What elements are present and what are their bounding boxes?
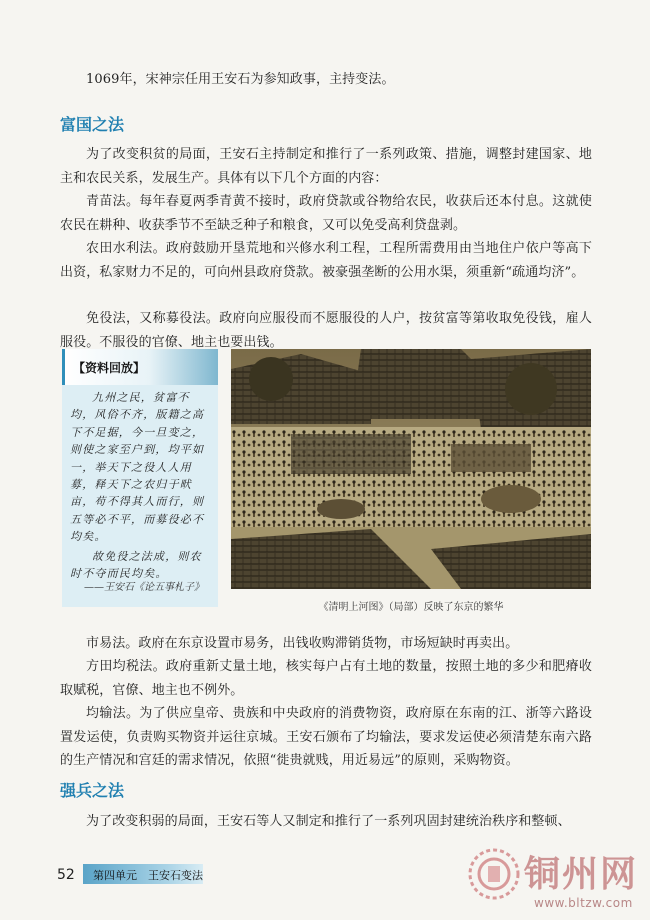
paragraph-overview: 为了改变积贫的局面，王安石主持制定和推行了一系列政策、措施，调整封建国家、地主和农民关系，发展生产。具体有以下几个方面的内容： (60, 147, 592, 186)
intro-paragraph: 1069年，宋神宗任用王安石为参知政事，主持变法。 (86, 72, 395, 87)
source-material-citation: ——王安石《论五事札子》 (84, 582, 204, 593)
qingming-painting-image (231, 349, 591, 589)
section-heading-qiangbing: 强兵之法 (60, 781, 125, 800)
watermark-url: www.bltzw.com (534, 896, 633, 910)
source-material-quote-conclusion: 故免役之法成，则农时不夺而民均矣。 (70, 550, 202, 581)
paragraph-qingmiao: 青苗法。每年春夏两季青黄不接时，政府贷款或谷物给农民，收获后还本付息。这就使农民在耕种、收获季节不至缺乏种子和粮食，又可以免受高利贷盘剥。 (60, 194, 592, 233)
watermark-seal-icon (466, 846, 522, 902)
unit-label: 第四单元 王安石变法 (93, 869, 203, 882)
source-material-header (62, 349, 218, 385)
paragraph-junshu: 均输法。为了供应皇帝、贵族和中央政府的消费物资，政府原在东南的江、浙等六路设置发运使，负责购买物资并运往京城。王安石颁布了均输法，要求发运使必须清楚东南六路的生产情况和宫廷的需求情况，依照“徙贵就贱，用近易远”的原则，采购物资。 (60, 706, 592, 768)
paragraph-nongtian: 农田水利法。政府鼓励开垦荒地和兴修水利工程，工程所需费用由当地住户依户等高下出资，私家财力不足的，可向州县政府贷款。被豪强垄断的公用水渠，须重新“疏通均济”。 (60, 241, 592, 280)
painting-illustration (231, 349, 591, 589)
paragraph-fangtian: 方田均税法。政府重新丈量土地，核实每户占有土地的数量，按照土地的多少和肥瘠收取赋税，官僚、地主也不例外。 (60, 659, 592, 698)
painting-caption: 《清明上河图》（局部）反映了东京的繁华 (318, 602, 504, 613)
unit-label-bar (83, 864, 203, 884)
paragraph-qiangbing: 为了改变积弱的局面，王安石等人又制定和推行了一系列巩固封建统治秩序和整顿、 (86, 814, 571, 829)
watermark-site-name: 铜州网 (524, 853, 639, 895)
source-material-quote: 九州之民，贫富不均，风俗不齐，版籍之高下不足据，今一旦变之，则使之家至户到，均平如一，举天下之役人人用募，释天下之农归于畎亩，苟不得其人而行，则五等必不平，而募役必不均矣。 (70, 391, 205, 544)
page-number: 52 (57, 867, 75, 883)
paragraph-mianyi: 免役法，又称募役法。政府向应服役而不愿服役的人户，按贫富等第收取免役钱，雇人服役。不服役的官僚、地主也要出钱。 (60, 311, 592, 350)
section-heading-fuguo: 富国之法 (60, 115, 125, 134)
source-material-title: 【资料回放】 (73, 361, 146, 375)
paragraph-shiyi: 市易法。政府在东京设置市易务，出钱收购滞销货物，市场短缺时再卖出。 (86, 636, 519, 651)
